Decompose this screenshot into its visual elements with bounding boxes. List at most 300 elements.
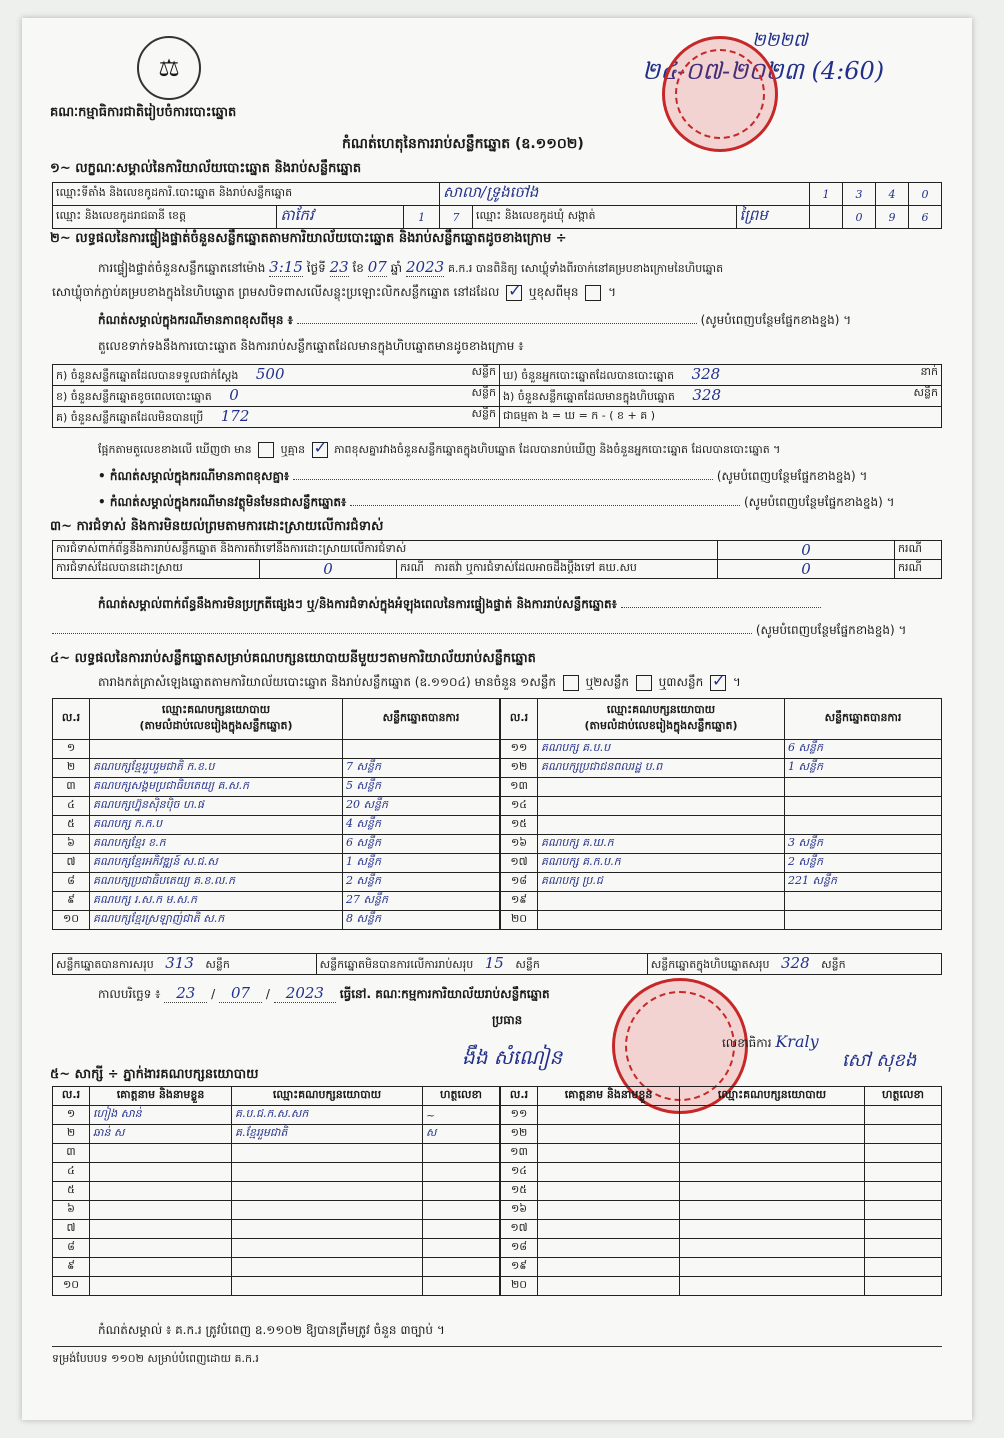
objection-note-field-2[interactable] [52,633,752,634]
row-number: ១៤ [501,797,538,816]
table-row [501,1239,942,1258]
bullet-diff-line [98,468,948,486]
total-valid-cell [53,954,317,975]
results-left-col-party [90,699,343,740]
province-code-2: 7 [440,206,473,229]
objection-value-2: 0 [260,560,397,579]
row-number: ២ [53,759,90,778]
bullet-diff-field[interactable] [293,479,713,480]
table-row [501,911,942,930]
witness-right-col-party: ឈ្មោះគណបក្សនយោបាយ [680,1087,865,1106]
table-row [501,797,942,816]
row-number: ១៩ [501,892,538,911]
total-invalid-value: 15 [484,954,504,972]
verify-day: 23 [329,258,349,276]
row-number: ១២ [501,759,538,778]
witness-signature [865,1163,942,1182]
witness-party [232,1201,423,1220]
bullet-object-field[interactable] [350,505,740,506]
objection-note [98,596,948,614]
results-right-body [501,740,942,930]
bullet-diff-fill: (សូមបំពេញបន្ថែមផ្នែកខាងខ្នង) ។ [716,469,868,483]
footnote: កំណត់សម្គាល់ ៖ គ.ក.រ ត្រូវបំពេញ ឧ.១១០២ ឱ្យបានត្រឹមត្រូវ ចំនួន ៣ច្បាប់ ។ [98,1323,445,1337]
verify-text-a: ការផ្ទៀងផ្ទាត់ចំនួនសន្លឹកឆ្នោតនៅម៉ោង [98,261,266,275]
witness-table-right [500,1086,942,1296]
three-sheet-text: ឬ៣សន្លឹក [658,675,704,689]
figure-ko-value: 172 [220,407,250,425]
vote-count: 6 សន្លឹក [785,740,942,759]
party-name [538,911,785,930]
witness-name [538,1258,680,1277]
table-row [53,835,500,854]
loc-code-1: 1 [810,183,843,206]
witness-right-col-no: ល.រ [501,1087,538,1106]
vote-count: 1 សន្លឹក [343,854,500,873]
figure-formula: ជាធម្មតា ង = ឃ = ក - ( ខ + គ ) [500,407,942,428]
table-row [53,1163,500,1182]
footer-text: ទម្រង់បែបបទ ១១០២ សម្រាប់បំពេញដោយ គ.ក.រ [52,1352,259,1365]
member-line [722,1032,819,1053]
witness-signature [865,1258,942,1277]
verify-text-e: គ.ក.រ បានពិនិត្យ សោឃ្លុំទាំងពីរចាក់នៅគម្របខាងក្រោមនៃហិបឆ្នោត [447,262,724,275]
figure-ng-unit: នាក់ [920,365,938,378]
witness-party [232,1144,423,1163]
table-row [501,1277,942,1296]
table-row [501,1220,942,1239]
verify-text-c: ខែ [352,261,364,275]
witness-name [90,1182,232,1201]
party-name: គណបក្ស ក.ក.ប [90,816,343,835]
witness-name [538,1106,680,1125]
row-number: ៦ [53,835,90,854]
table-row [501,1106,942,1125]
row-number: ១០ [53,911,90,930]
verify-year: 2023 [405,258,445,276]
loc-code-3: 4 [876,183,909,206]
loc-label: ឈ្មោះទីតាំង និងលេខកូដការិ.បោះឆ្នោត និងរាប់សន្លឹកឆ្នោត [53,183,440,206]
figure-ngo-unit: សន្លឹក [913,386,938,399]
table-row [53,1239,500,1258]
official-stamp-top [662,36,778,152]
party-name: គណបក្សប្រជាជនពលរដ្ឋ ប.ព [538,759,785,778]
vote-count: 221 សន្លឹក [785,873,942,892]
table-row [501,1163,942,1182]
witness-party [680,1106,865,1125]
witness-signature [423,1239,500,1258]
row-number: ៤ [53,1163,90,1182]
row-number: ២០ [501,1277,538,1296]
row-number: ១៨ [501,1239,538,1258]
row-number: ១០ [53,1277,90,1296]
totals-row [52,953,942,975]
check-text-b: ឬគ្មាន [280,443,306,456]
table-row [53,778,500,797]
party-name: គណបក្សហ្វ៊ុនស៊ិនប៉ិច ហ.ផ [90,797,343,816]
objection-note-field[interactable] [621,607,821,608]
witness-party [680,1182,865,1201]
table-row [53,1106,500,1125]
witness-party [232,1239,423,1258]
loc-code-4: 0 [909,183,942,206]
vote-count: 20 សន្លឹក [343,797,500,816]
diff-note-label: កំណត់សម្គាល់ក្នុងករណីមានភាពខុសពីមុន ៖ [98,313,293,327]
diff-checkbox[interactable] [585,285,601,301]
verify-text-d: ឆ្នាំ [390,261,403,275]
table-row [53,1201,500,1220]
objection-note-label: កំណត់សម្គាល់ពាក់ព័ន្ធនឹងការមិនប្រក្រតីផ្សេងៗ ឬ/និងការជំទាស់ក្នុងអំឡុងពេលនៃការផ្ទៀងផ្ទាត់ និងការរាប់សន្លឹកឆ្នោត៖ [98,597,617,611]
objection-label-3 [397,560,718,579]
figure-ngo-label: ង) ចំនួនសន្លឹកឆ្នោតដែលមានក្នុងហិបឆ្នោត [503,390,675,403]
vote-count [785,911,942,930]
figure-ko-unit: សន្លឹក [471,407,496,420]
table-row [53,740,500,759]
chair-signature: ងឹង សំណៀន [462,1045,563,1069]
row-number: ៧ [53,1220,90,1239]
witness-signature [423,1163,500,1182]
witness-signature [865,1201,942,1220]
verify-time: 3:15 [269,258,303,276]
figure-ngo [500,386,942,407]
vote-count: 27 សន្លឹក [343,892,500,911]
witness-right-col-sign: ហត្ថលេខា [865,1087,942,1106]
date-line: កាលបរិច្ឆេទ ៖ 23 / 07 / 2023 ធ្វើនៅ. គណៈកម្មការការិយាល័យរាប់សន្លឹកឆ្នោត [98,984,550,1002]
two-sheet-text: ឬ២សន្លឹក [585,675,630,689]
witness-name: ហៀង សាន់ [90,1106,232,1125]
figure-ngo-value: 328 [692,386,722,404]
witness-signature [865,1144,942,1163]
one-sheet-checkbox[interactable] [563,675,579,691]
party-name: គណបក្ស រ.ស.ក ម.ស.ក [90,892,343,911]
province-value: តាកែវ [277,206,404,229]
witness-right-body [501,1106,942,1296]
two-sheet-checkbox[interactable] [636,675,652,691]
witness-signature [423,1277,500,1296]
table-row [501,835,942,854]
table-row [53,797,500,816]
objection-note-line2 [52,622,942,640]
witness-name [90,1239,232,1258]
witness-name [538,1239,680,1258]
row-number: ៩ [53,892,90,911]
results-left-col-party-sub: (តាមលំដាប់លេខរៀងក្នុងសន្លឹកឆ្នោត) [139,719,293,732]
witness-signature: ~ [423,1106,500,1125]
section2-heading: ២~ លទ្ធផលនៃការផ្ទៀងផ្ទាត់ចំនួនសន្លឹកឆ្នោតតាមការិយាល័យបោះឆ្នោត និងរាប់សន្លឹកឆ្នោតដូចខាងក្រោម ÷ [50,231,567,246]
row-number: ១៥ [501,1182,538,1201]
row-number: ៦ [53,1201,90,1220]
figures-table [52,364,942,428]
objection-label-2: ការជំទាស់ដែលបានដោះស្រាយ [53,560,260,579]
figure-ng [500,365,942,386]
commune-code-2: 9 [876,206,909,229]
figure-ko-label: គ) ចំនួនសន្លឹកឆ្នោតដែលមិនបានប្រើ [56,411,204,424]
party-name [538,797,785,816]
witness-name [90,1144,232,1163]
institution-name: គណៈកម្មាធិការជាតិរៀបចំការបោះឆ្នោត [50,105,237,120]
vote-count [343,740,500,759]
section1-table [52,182,942,229]
date-day: 23 [164,984,207,1003]
emblem-logo: ⚖ [137,36,201,100]
figure-kh-unit: សន្លឹក [471,386,496,399]
results-left-col-party-title: ឈ្មោះគណបក្សនយោបាយ [161,703,271,716]
figure-ng-label: ឃ) ចំនួនអ្នកបោះឆ្នោតដែលបានបោះឆ្នោត [503,369,675,382]
witness-left-col-name: គោត្តនាម និងនាមខ្លួន [90,1087,232,1106]
figure-k-value: 500 [255,365,285,383]
commune-code-spacer [810,206,843,229]
witness-party [680,1144,865,1163]
table-row [53,1144,500,1163]
table-row [501,1144,942,1163]
witness-name [90,1220,232,1239]
section4-intro: តារាងកត់ត្រាសំឡេងឆ្នោតតាមការិយាល័យបោះឆ្នោត និងរាប់សន្លឹកឆ្នោត (ឧ.១១០៤) មានចំនួន ១សន្លឹក ឬ២សន្លឹក ឬ៣សន្លឹក ✓ ។ [98,674,741,692]
results-left-col-votes: សន្លឹកឆ្នោតបានការ [343,699,500,740]
figure-kh [53,386,500,407]
vote-count [785,778,942,797]
check-text-c: ភាពខុសគ្នារវាងចំនួនសន្លឹកឆ្នោតក្នុងហិបឆ្នោត ដែលបានរាប់ឃើញ និងចំនួនអ្នកបោះឆ្នោត ដែលបានបោះឆ្នោត ។ [334,443,781,456]
verify-line-2: សោឃ្លុំចាក់ភ្ជាប់គម្របខាងក្នុងនៃហិបឆ្នោត ព្រមសបិទពាសលើសន្លុះប្រឡោះលិកសន្លឹកឆ្នោត នៅដដែល ✓ ឬខុសពីមុន ។ [52,284,616,302]
party-name: គណបក្ស ប្រ.ជ [538,873,785,892]
witness-signature [865,1239,942,1258]
bullet-diff-label: • កំណត់សម្គាល់ក្នុងករណីមានភាពខុសគ្នា៖ [98,469,290,483]
diff-note-line [98,312,938,330]
bullet-object-line [98,494,948,512]
commune-code-1: 0 [843,206,876,229]
witness-signature [865,1182,942,1201]
commune-value: ព្រៃម [736,206,809,229]
party-name [538,778,785,797]
total-box-unit: សន្លឹក [821,958,846,971]
witness-party [680,1125,865,1144]
table-row [53,892,500,911]
witness-name: ឆាន់ ស [90,1125,232,1144]
table-row [53,854,500,873]
vote-count: 8 សន្លឹក [343,911,500,930]
witness-party: គ.ប.ជ.ក.ស.សក [232,1106,423,1125]
figure-kh-label: ខ) ចំនួនសន្លឹកឆ្នោតខូចពេលបោះឆ្នោត [56,390,212,403]
party-name [90,740,343,759]
results-right-col-party-sub: (តាមលំដាប់លេខរៀងក្នុងសន្លឹកឆ្នោត) [584,719,738,732]
section4-heading: ៤~ លទ្ធផលនៃការរាប់សន្លឹកឆ្នោតសម្រាប់គណបក្សនយោបាយនីមួយៗតាមការិយាល័យរាប់សន្លឹកឆ្នោត [50,651,536,666]
total-valid-unit: សន្លឹក [205,958,230,971]
witness-left-body [53,1106,500,1296]
results-table-left [52,698,500,930]
vote-count: 5 សន្លឹក [343,778,500,797]
figure-k-label: ក) ចំនួនសន្លឹកឆ្នោតដែលបានទទួលជាក់ស្តែង [56,369,239,382]
table-row [53,816,500,835]
row-number: ៥ [53,816,90,835]
vote-count: 2 សន្លឹក [343,873,500,892]
vote-count: 4 សន្លឹក [343,816,500,835]
row-number: ១៩ [501,1258,538,1277]
row-number: ២០ [501,911,538,930]
objection-value-1: 0 [718,541,895,560]
table-row [53,1182,500,1201]
row-number: ១១ [501,740,538,759]
table-row [501,1125,942,1144]
table-row [501,816,942,835]
witness-party: គ.ខ្មែររួមជាតិ [232,1125,423,1144]
objection-case-2: ករណី [400,561,424,574]
table-row [501,1201,942,1220]
row-number: ១២ [501,1125,538,1144]
committee-label: ធ្វើនៅ. គណៈកម្មការការិយាល័យរាប់សន្លឹកឆ្នោត [339,987,550,1001]
figure-k [53,365,500,386]
row-number: ១៨ [501,873,538,892]
figure-k-unit: សន្លឹក [471,365,496,378]
witness-signature [865,1277,942,1296]
party-name [538,816,785,835]
province-code-1: 1 [404,206,440,229]
no-diff-checkbox[interactable] [312,442,328,458]
witness-signature [423,1201,500,1220]
party-name: គណបក្ស គ.ប.ប [538,740,785,759]
party-name: គណបក្សខ្មែរស្រឡាញ់ជាតិ ស.ក [90,911,343,930]
objection-note-fill: (សូមបំពេញបន្ថែមផ្នែកខាងខ្នង) ។ [755,623,907,637]
table-row [53,873,500,892]
chair-label: ប្រធាន [492,1013,523,1027]
results-right-col-no: ល.រ [501,699,538,740]
party-name: គណបក្សខ្មែរ ខ.ក [90,835,343,854]
table-row [501,759,942,778]
witness-name [90,1163,232,1182]
row-number: ៤ [53,797,90,816]
table-row [53,759,500,778]
table-row [501,1258,942,1277]
witness-party [680,1277,865,1296]
party-name: គណបក្សសង្គមប្រជាធិបតេយ្យ គ.ស.ក [90,778,343,797]
vote-count: 6 សន្លឹក [343,835,500,854]
witness-party [680,1163,865,1182]
check-line [98,442,780,459]
date-month: 07 [219,984,262,1003]
witness-name [538,1163,680,1182]
results-table-right [500,698,942,930]
member-name: Kraly [775,1032,819,1051]
witness-name [90,1201,232,1220]
table-row [53,1258,500,1277]
witness-party [232,1258,423,1277]
row-number: ១៣ [501,1144,538,1163]
witness-party [232,1182,423,1201]
row-number: ១៥ [501,816,538,835]
row-number: ៨ [53,873,90,892]
has-diff-checkbox[interactable] [258,442,274,458]
handwritten-date: ២៤-០៧-២០២៣ (4:60) [642,57,885,85]
date-label: កាលបរិច្ឆេទ ៖ [98,987,161,1001]
vote-count [785,797,942,816]
vote-count: 7 សន្លឹក [343,759,500,778]
diff-note-field[interactable] [297,323,697,324]
loc-code-2: 3 [843,183,876,206]
results-left-col-no: ល.រ [53,699,90,740]
row-number: ៣ [53,1144,90,1163]
row-number: ៩ [53,1258,90,1277]
party-name: គណបក្ស គ.ឃ.ក [538,835,785,854]
witness-signature [423,1144,500,1163]
witness-name [538,1220,680,1239]
objection-value-3: 0 [718,560,895,579]
witness-party [680,1258,865,1277]
table-row [501,892,942,911]
witness-party [680,1239,865,1258]
loc-value: សាលា/ទ្រូងចៅង [440,183,810,206]
results-right-col-party-title: ឈ្មោះគណបក្សនយោបាយ [606,703,716,716]
table-row [501,854,942,873]
form-page [22,18,972,1420]
objection-case-3: ករណី [895,560,942,579]
row-number: ៨ [53,1239,90,1258]
figure-kh-value: 0 [229,386,239,404]
vote-count: 2 សន្លឹក [785,854,942,873]
witness-signature [865,1220,942,1239]
party-name: គណបក្សប្រជាធិបតេយ្យ គ.ខ.ល.ក [90,873,343,892]
objection-label-1: ការជំទាស់ពាក់ព័ន្ធនឹងការរាប់សន្លឹកឆ្នោត និងការតវ៉ាទៅនឹងការដោះស្រាយលើការជំទាស់ [53,541,718,560]
witness-name [90,1258,232,1277]
witness-party [680,1220,865,1239]
total-box-cell [647,954,941,975]
party-name [538,892,785,911]
witness-name [538,1201,680,1220]
verify-line-1 [98,258,723,278]
witness-left-col-party: ឈ្មោះគណបក្សនយោបាយ [232,1087,423,1106]
party-name: គណបក្សខ្មែរអភិវឌ្ឍន៍ ស.ជ.ស [90,854,343,873]
section3-heading: ៣~ ការជំទាស់ និងការមិនយល់ព្រមតាមការដោះស្រាយលើការជំទាស់ [50,519,384,534]
witness-party [232,1220,423,1239]
objection-case-1: ករណី [895,541,942,560]
total-box-label: សន្លឹកឆ្នោតក្នុងហិបឆ្នោតសរុប [650,958,770,971]
witness-name [538,1182,680,1201]
row-number: ១៦ [501,1201,538,1220]
check-text-a: ផ្អែកតាមតួលេខខាងលើ ឃើញថា មាន [98,443,252,456]
table-row [501,740,942,759]
objection-label-3-text: ការតវ៉ា ឬការជំទាស់ដែលអាចដឹងប្តឹងទៅ គឃ.សប [434,561,637,574]
vote-count: 3 សន្លឹក [785,835,942,854]
row-number: ៧ [53,854,90,873]
form-title: កំណត់ហេតុនៃការរាប់សន្លឹកឆ្នោត (ឧ.១១០២) [342,136,584,152]
objections-table [52,540,942,579]
section4-intro-text: តារាងកត់ត្រាសំឡេងឆ្នោតតាមការិយាល័យបោះឆ្នោត និងរាប់សន្លឹកឆ្នោត (ឧ.១១០៤) មានចំនួន ១សន្លឹក [98,675,556,689]
table-row [53,1220,500,1239]
same-checkbox[interactable] [506,285,522,301]
commune-label: ឈ្មោះ និងលេខកូដឃុំ សង្កាត់ [473,206,737,229]
row-number: ១៧ [501,854,538,873]
witness-name [90,1277,232,1296]
witness-right-col-name: គោត្តនាម និងនាមខ្លួន [538,1087,680,1106]
total-box-value: 328 [781,954,810,972]
row-number: ១៣ [501,778,538,797]
witness-name [538,1144,680,1163]
witness-name [538,1125,680,1144]
witness-party [232,1277,423,1296]
three-sheet-checkbox[interactable] [710,675,726,691]
seal-text: សោឃ្លុំចាក់ភ្ជាប់គម្របខាងក្នុងនៃហិបឆ្នោត ព្រមសបិទពាសលើសន្លុះប្រឡោះលិកសន្លឹកឆ្នោត នៅដដែល [52,285,500,299]
witness-signature [423,1182,500,1201]
table-row [501,1182,942,1201]
figures-intro: តួលេខទាក់ទងនឹងការបោះឆ្នោត និងការរាប់សន្លឹកឆ្នោតដែលមានក្នុងហិបឆ្នោតមានដូចខាងក្រោម ៖ [98,339,524,353]
row-number: ១១ [501,1106,538,1125]
witness-signature [865,1125,942,1144]
results-left-body [53,740,500,930]
diff-note-fill: (សូមបំពេញបន្ថែមផ្នែកខាងខ្នង) ។ [700,313,852,327]
witness-name [538,1277,680,1296]
figure-ng-value: 328 [691,365,721,383]
table-row [501,873,942,892]
figure-ko [53,407,500,428]
row-number: ២ [53,1125,90,1144]
row-number: ១៤ [501,1163,538,1182]
row-number: ១ [53,740,90,759]
row-number: ១៧ [501,1220,538,1239]
